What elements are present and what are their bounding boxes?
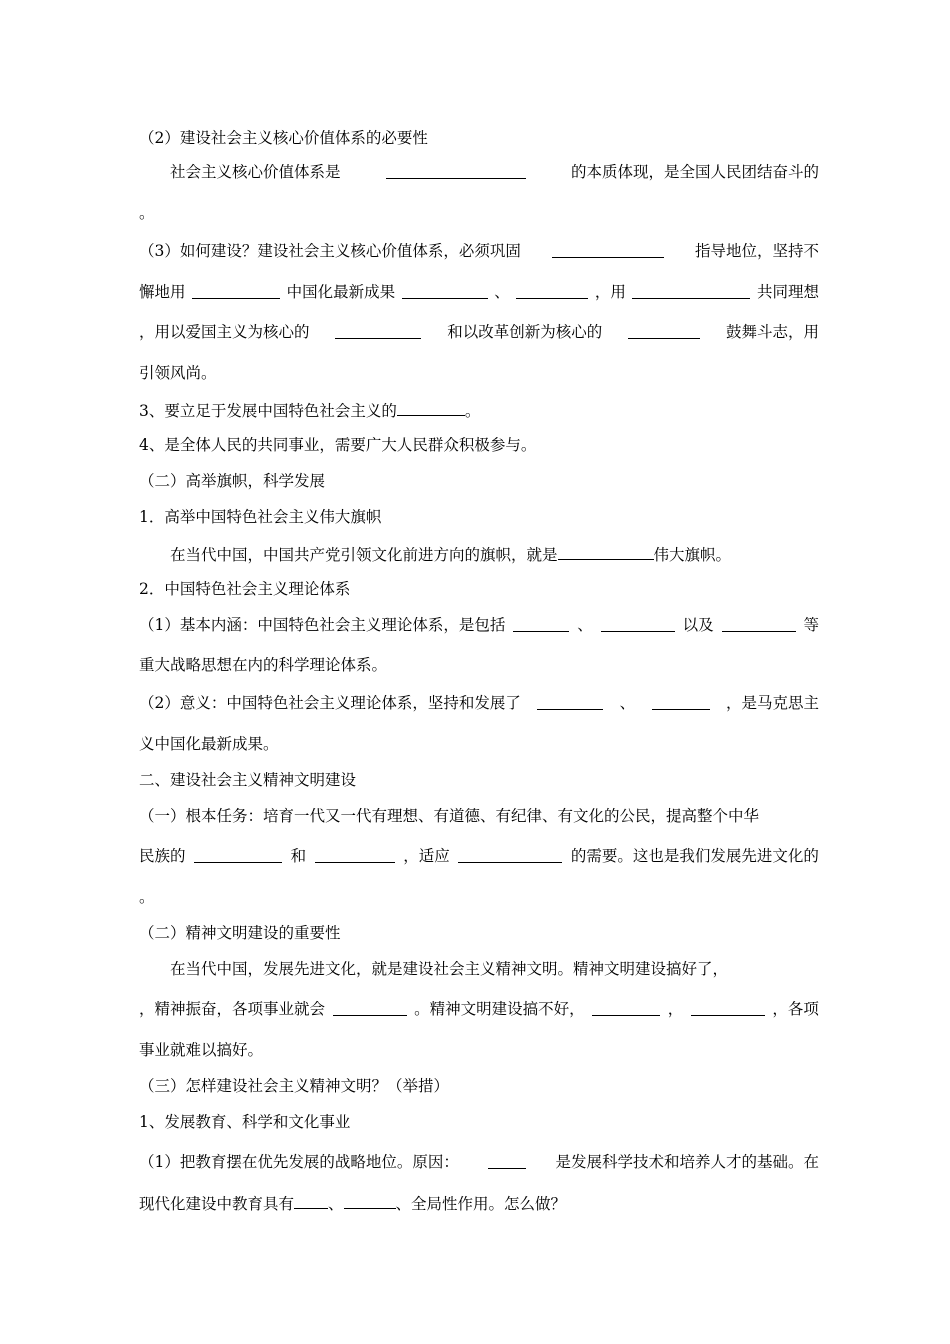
paragraph-line: 义中国化最新成果。 <box>139 735 279 753</box>
fill-blank[interactable] <box>558 542 654 560</box>
subheading-2: 2．中国特色社会主义理论体系 <box>139 580 351 598</box>
fill-blank[interactable] <box>315 845 395 863</box>
fill-blank[interactable] <box>592 998 660 1016</box>
paragraph-line: 民族的 和 ，适应 的需要。这也是我们发展先进文化的 <box>139 847 819 865</box>
fill-blank[interactable] <box>397 398 465 416</box>
fill-blank[interactable] <box>513 614 569 632</box>
heading-2-necessity: （2）建设社会主义核心价值体系的必要性 <box>139 129 428 147</box>
paragraph-line: （2）意义：中国特色社会主义理论体系，坚持和发展了 、 ，是马克思主 <box>139 694 819 712</box>
fill-blank[interactable] <box>628 321 700 339</box>
paragraph-line: 。 <box>139 204 155 222</box>
paragraph-line: 懈地用 中国化最新成果 、 ，用 共同理想 <box>139 283 819 301</box>
chapter-heading-2: 二、建设社会主义精神文明建设 <box>139 771 357 789</box>
paragraph-line: 。 <box>139 888 155 906</box>
fill-blank[interactable] <box>537 692 603 710</box>
paragraph-line: 社会主义核心价值体系是 的本质体现，是全国人民团结奋斗的 <box>170 163 819 181</box>
fill-blank[interactable] <box>294 1191 328 1209</box>
heading-3-how-build: （3）如何建设？建设社会主义核心价值体系，必须巩固 指导地位，坚持不 <box>139 242 819 260</box>
fill-blank[interactable] <box>194 845 282 863</box>
paragraph-line: 事业就难以搞好。 <box>139 1041 264 1059</box>
paragraph-line: 重大战略思想在内的科学理论体系。 <box>139 656 388 674</box>
paragraph-line: 引领风尚。 <box>139 364 217 382</box>
fill-blank[interactable] <box>386 161 526 179</box>
paragraph-line: （一）根本任务：培育一代又一代有理想、有道德、有纪律、有文化的公民，提高整个中华 <box>139 807 760 825</box>
subheading-education: 1、发展教育、科学和文化事业 <box>139 1113 351 1131</box>
fill-blank[interactable] <box>691 998 765 1016</box>
paragraph-line: 在当代中国，中国共产党引领文化前进方向的旗帜，就是 伟大旗帜。 <box>170 542 819 564</box>
paragraph-line: ，用以爱国主义为核心的 和以改革创新为核心的 鼓舞斗志，用 <box>139 323 819 341</box>
paragraph-line: 在当代中国，发展先进文化，就是建设社会主义精神文明。精神文明建设搞好了， <box>170 960 729 978</box>
fill-blank[interactable] <box>488 1151 526 1169</box>
section-heading-importance: （二）精神文明建设的重要性 <box>139 924 341 942</box>
subheading-1: 1．高举中国特色社会主义伟大旗帜 <box>139 508 382 526</box>
fill-blank[interactable] <box>333 998 407 1016</box>
section-heading-2: （二）高举旗帜，科学发展 <box>139 472 326 490</box>
paragraph-line: （1）把教育摆在优先发展的战略地位。原因： 是发展科学技术和培养人才的基础。在 <box>139 1153 819 1171</box>
fill-blank[interactable] <box>402 281 488 299</box>
fill-blank[interactable] <box>632 281 750 299</box>
fill-blank[interactable] <box>652 692 710 710</box>
fill-blank[interactable] <box>344 1191 396 1209</box>
fill-blank[interactable] <box>192 281 280 299</box>
fill-blank[interactable] <box>722 614 796 632</box>
fill-blank[interactable] <box>601 614 675 632</box>
paragraph-line: ，精神振奋，各项事业就会 。精神文明建设搞不好， ， ，各项 <box>139 1000 819 1018</box>
paragraph-line: 现代化建设中教育具有 、 、全局性作用。怎么做？ <box>139 1191 819 1213</box>
paragraph-line: （1）基本内涵：中国特色社会主义理论体系，是包括 、 以及 等 <box>139 616 819 634</box>
point-3: 3、要立足于发展中国特色社会主义的 。 <box>139 398 819 420</box>
section-heading-measures: （三）怎样建设社会主义精神文明？（举措） <box>139 1077 450 1095</box>
fill-blank[interactable] <box>552 240 664 258</box>
fill-blank[interactable] <box>335 321 421 339</box>
fill-blank[interactable] <box>458 845 562 863</box>
fill-blank[interactable] <box>516 281 588 299</box>
point-4: 4、是全体人民的共同事业，需要广大人民群众积极参与。 <box>139 436 537 454</box>
